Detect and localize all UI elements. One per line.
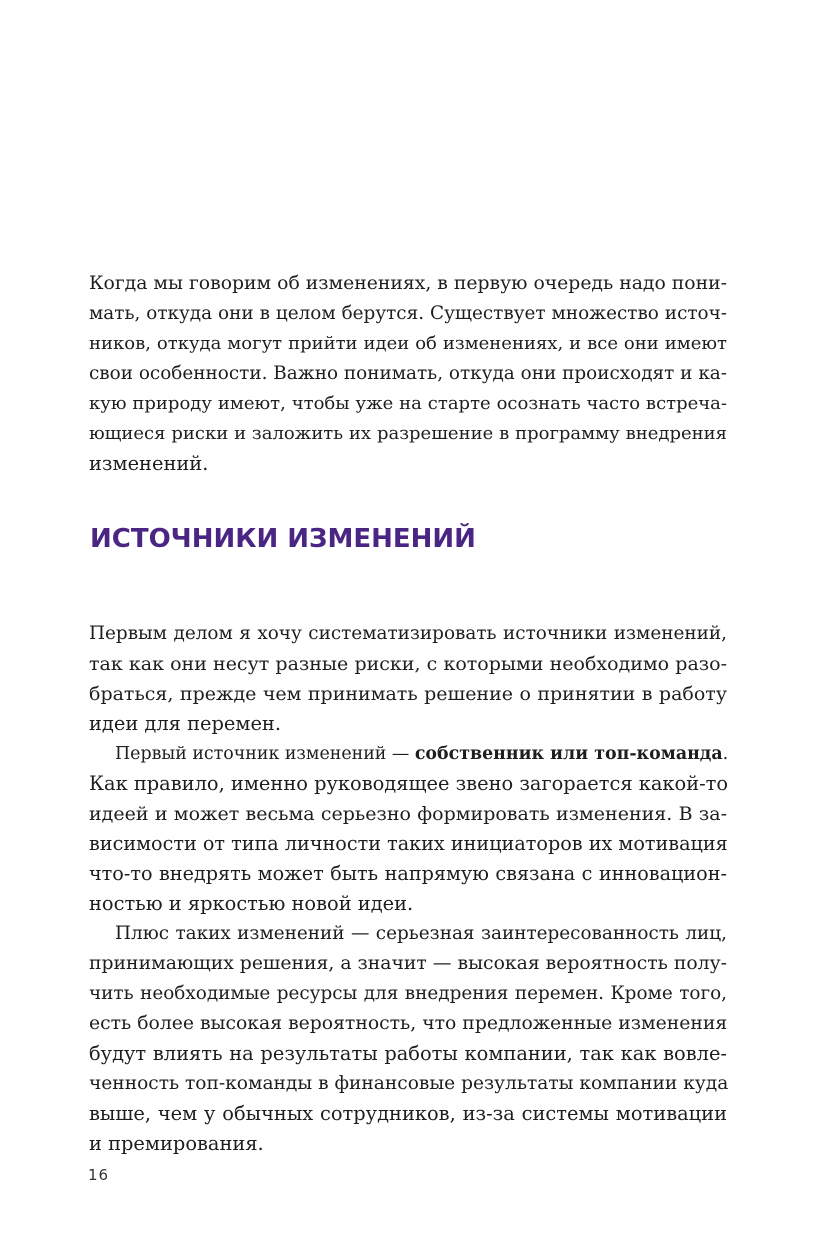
text-line: выше, чем у обычных сотрудников, из-за системы мотивации <box>89 1102 727 1125</box>
text-line: и премирования. <box>89 1132 264 1155</box>
text-line: будут влиять на результаты работы компании, так как вовле- <box>89 1042 727 1065</box>
text-line: кую природу имеют, чтобы уже на старте осознать часто встреча- <box>89 393 727 414</box>
text-line: ников, откуда могут прийти идеи об изменениях, и все они имеют <box>89 333 727 354</box>
text-line: свои особенности. Важно понимать, откуда они происходят и ка- <box>89 363 727 384</box>
text-line: чить необходимые ресурсы для внедрения перемен. Кроме того, <box>89 983 727 1004</box>
text-run: . <box>722 744 729 764</box>
text-line: ностью и яркостью новой идеи. <box>89 892 414 915</box>
text-line: Первым делом я хочу систематизировать источники изменений, <box>89 623 727 644</box>
text-line: идеей и может весьма серьезно формировать изменения. В за- <box>89 803 727 825</box>
text-line: что-то внедрять может быть напрямую связана с инновацион- <box>89 862 727 885</box>
text-line: изменений. <box>89 452 209 475</box>
text-line: висимости от типа личности таких инициаторов их мотивация <box>89 832 728 855</box>
text-line: идеи для перемен. <box>89 712 282 735</box>
text-line: принимающих решения, а значит — высокая вероятность полу- <box>89 953 727 974</box>
text-line: есть более высокая вероятность, что предложенные изменения <box>89 1013 728 1034</box>
text-line: мать, откуда они в целом берутся. Существует множество источ- <box>89 303 727 324</box>
page-number: 16 <box>88 1166 110 1184</box>
text-line: так как они несут разные риски, с которыми необходимо разо- <box>89 653 727 675</box>
section-heading: ИСТОЧНИКИ ИЗМЕНЕНИЙ <box>90 524 476 554</box>
text-run: Первый источник изменений — <box>115 744 415 764</box>
emphasis-owner-top-team: собственник или топ-команда <box>414 744 723 764</box>
text-line: Плюс таких изменений — серьезная заинтересованность лиц, <box>115 923 727 944</box>
text-line: ющиеся риски и заложить их разрешение в программу внедрения <box>89 423 727 444</box>
text-line: Когда мы говорим об изменениях, в первую очередь надо пони- <box>89 273 727 294</box>
text-line: ченность топ-команды в финансовые результаты компании куда <box>89 1073 729 1094</box>
text-line: Как правило, именно руководящее звено загорается какой-то <box>89 772 729 795</box>
text-line: браться, прежде чем принимать решение о принятии в работу <box>89 683 727 705</box>
text-line <box>115 739 727 769</box>
